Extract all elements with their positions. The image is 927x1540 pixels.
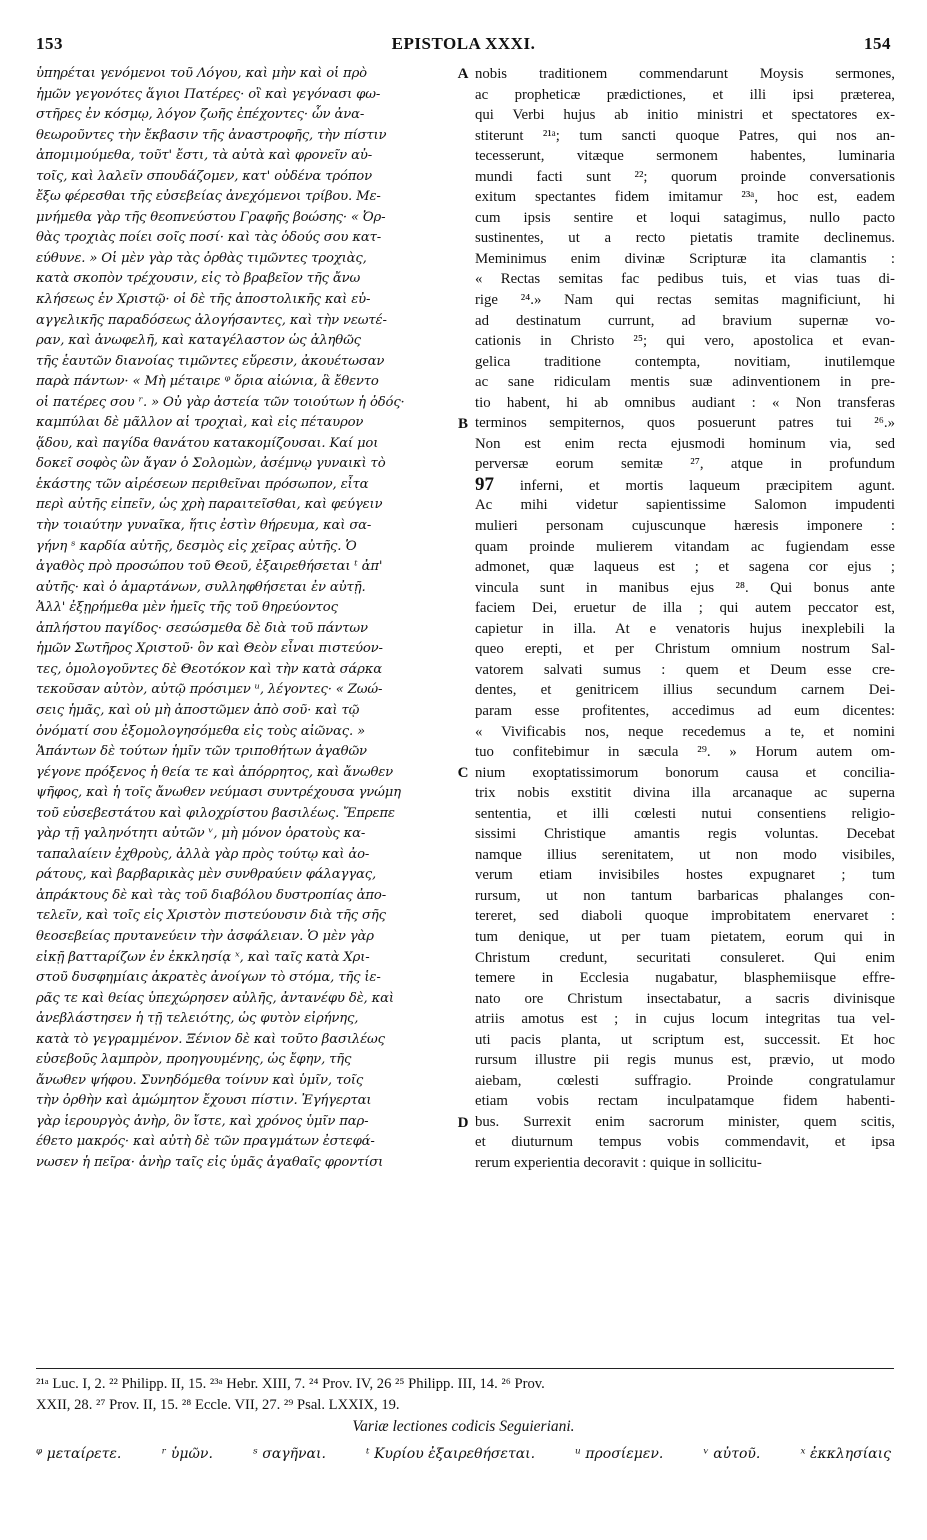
footnote-divider <box>36 1368 894 1369</box>
latin-line: Christum credunt, securitati consuleret. Qui enim <box>475 949 895 966</box>
latin-line: aiebam, cœlesti suffragio. Proinde congratulamur <box>475 1072 895 1089</box>
greek-line: ὑπηρέται γενόμενοι τοῦ Λόγου, καὶ μὴν καὶ οἱ πρὸ <box>36 66 367 81</box>
greek-line: ταπαλαίειν ἐχθροὺς, ἀλλὰ γὰρ πρὸς τούτῳ καὶ ἀο- <box>36 846 370 862</box>
margin-letter-d: D <box>457 1115 469 1131</box>
greek-line: ἡμῶν γεγονότες ἅγιοι Πατέρες· οἳ καὶ γεγόνασι φω- <box>36 86 381 102</box>
greek-line: στοῦ δυσφημίαις ἀκρατὲς ἀνοίγων τὸ στόμα, τῆς ἱε- <box>36 970 381 986</box>
column-number: 97 <box>475 474 494 495</box>
greek-line: Ἀλλ' ἐξῃρήμεθα μὲν ἡμεῖς τῆς τοῦ θηρεύοντος <box>36 600 338 616</box>
latin-line: gelica traditione contempta, novitiam, inutilemque <box>475 353 895 370</box>
greek-line: κατὰ σκοπὸν τρέχουσιν, εἰς τὸ βραβεῖον τῆς ἄνω <box>36 271 361 287</box>
latin-line: qui Verbi hujus ab initio ministri et spectatores ex- <box>475 107 895 124</box>
greek-line: γήνη ˢ καρδία αὐτῆς, δεσμὸς εἰς χεῖρας αὐτῆς. Ὁ <box>36 538 357 554</box>
latin-line: Meminimus enim divinæ Scripturæ ita clamantis : <box>475 250 895 267</box>
latin-line: stiterunt ²¹ᵃ; tum sancti quoque Patres, qui nos an- <box>475 127 895 144</box>
latin-line: rursum illustre pii regis munus est, prævio, ut modo <box>475 1052 895 1069</box>
greek-line: ραν, καὶ ἀνωφελῆ, καὶ καταγέλαστον ὡς ἀληθῶς <box>36 333 361 349</box>
latin-line: ac sane ridiculam mentis suæ adinventionem in pre- <box>475 374 895 391</box>
latin-line: rige ²⁴.» Nam qui rectas semitas magnificiunt, hi <box>475 292 895 309</box>
running-title: EPISTOLA XXXI. <box>391 34 536 53</box>
latin-line: tuo confitebimur in sæcula ²⁹. » Horum autem om- <box>475 744 895 761</box>
greek-line: ὀνόματί σου ἐξομολογησόμεθα εἰς τοὺς αἰῶνας. » <box>36 723 366 739</box>
variant-item: ᵘ προσίεμεν. <box>575 1446 664 1462</box>
margin-letter-c: C <box>457 765 469 781</box>
greek-line: εύθυνε. » Οἱ μὲν γὰρ τὰς ὀρθὰς τιμῶντες τροχιὰς, <box>36 250 367 266</box>
latin-line: namque illius serenitatem, ut non modo visibiles, <box>475 846 895 863</box>
latin-line: terminos sempiternos, quos posuerunt patres tui ²⁶.» <box>475 415 895 432</box>
latin-line: nato ore Christum insectabatur, a sacris divinisque <box>475 990 895 1007</box>
latin-line: sententia, et illi cœlesti nutui consentiens religio- <box>475 805 895 822</box>
greek-line: θεοσεβείας πρυτανεύειν τὴν ἀσφάλειαν. Ὁ μὲν γὰρ <box>36 928 374 944</box>
greek-column <box>36 64 456 1174</box>
latin-line: mulieri personam cujuscunque hæresis imponere : <box>475 518 895 535</box>
latin-line: dentes, et genitricem illius secundum carnem Dei- <box>475 682 895 699</box>
variant-item: ᵠ μεταίρετε. <box>36 1446 122 1462</box>
latin-column <box>475 64 895 1174</box>
variant-item: ʳ ὑμῶν. <box>161 1446 213 1462</box>
greek-line: περὶ αὐτῆς εἰπεῖν, ὡς χρὴ παραιτεῖσθαι, καὶ φεύγειν <box>36 497 383 513</box>
greek-line: στῆρες ἐν κόσμῳ, λόγον ζωῆς ἐπέχοντες· ὧν ἀνα- <box>36 107 365 123</box>
greek-line: ἄνωθεν ψήφου. Συνηδόμεθα τοίνυν καὶ ὑμῖν, τοῖς <box>36 1072 364 1088</box>
greek-line: παρὰ πάντων· « Μὴ μέταιρε ᵠ ὅρια αἰώνια, ἃ ἔθεντο <box>36 374 379 390</box>
greek-line: τεκοῦσαν αὐτὸν, αὐτῷ πρόσιμεν ᵘ, λέγοντες· « Ζωώ- <box>36 682 383 698</box>
variant-item: ˣ ἐκκλησίαις <box>800 1446 891 1462</box>
greek-line: δοκεῖ σοφὸς ὢν ἄγαν ὁ Σολομὼν, ἀσέμνῳ γυναικὶ τὸ <box>36 456 386 472</box>
greek-line: νωσεν ἡ πεῖρα· ἀνὴρ ταῖς εἰς ὑμᾶς ἀγαθαῖς φροντίσι <box>36 1154 384 1170</box>
latin-line: uti pacis planta, ut scriptum est, successit. Et hoc <box>475 1031 895 1048</box>
latin-line: queo erepti, et per Christum omnium nostrum Sal- <box>475 641 895 658</box>
latin-line: rerum experientia decoravit : quique in sollicitu- <box>475 1154 762 1171</box>
right-page-number: 154 <box>864 34 891 53</box>
latin-line: tum denique, ut per tuam pietatem, eorum qui in <box>475 928 895 945</box>
latin-line <box>475 475 895 496</box>
greek-line: μνήμεθα γὰρ τῆς θεοπνεύστου Γραφῆς βοώσης· « Ὀρ- <box>36 209 386 225</box>
greek-line: τοῦ εὐσεβεστάτου καὶ φιλοχρίστου βασιλέως. Ἔπρεπε <box>36 805 395 821</box>
margin-letter-b: B <box>457 416 468 432</box>
latin-line: Ac mihi videtur sapientissime Salomon impudenti <box>475 497 895 514</box>
greek-line: ἔξω φέρεσθαι τῆς εὐσεβείας ἀνεχόμενοι τρίβου. Με- <box>36 189 381 205</box>
variants-title: Variæ lectiones codicis Seguieriani. <box>352 1418 575 1435</box>
greek-line: θὰς τροχιὰς ποίει σοῖς ποσί· καὶ τὰς ὁδούς σου κατ- <box>36 230 382 246</box>
latin-line-text: inferni, et mortis laqueum præcipitem agunt. <box>519 477 895 494</box>
latin-line: sustinentes, ut a recto pietatis tramite declinemus. <box>475 230 895 247</box>
footnote-line: XXII, 28. ²⁷ Prov. II, 15. ²⁸ Eccle. VII, 27. ²⁹ Psal. LXXIX, 19. <box>36 1397 400 1413</box>
latin-line: admonet, quæ laqueus est ; et sagena cor ejus ; <box>475 559 895 576</box>
latin-line: etiam vobis rectam inculpatamque fidem habenti- <box>475 1093 895 1110</box>
greek-line: τελεῖν, καὶ τοῖς εἰς Χριστὸν πιστεύουσιν διὰ τῆς σῆς <box>36 908 386 924</box>
greek-line: ρᾶς τε καὶ θείας ὑπεχώρησεν αὐλῆς, ἀντανέφυ δὲ, καὶ <box>36 990 394 1006</box>
latin-line: ad destinatum currunt, ad bravium supernæ vo- <box>475 312 895 329</box>
greek-line: τες, ὁμολογοῦντες δὲ Θεοτόκον καὶ τὴν κατὰ σάρκα <box>36 661 383 677</box>
latin-line: temere in Ecclesia nugabatur, blasphemiisque effre- <box>475 970 895 987</box>
latin-line: trix nobis exstitit divina illa arcanaque ac superna <box>475 785 895 802</box>
greek-line: οἱ πατέρες σου ʳ. » Οὐ γὰρ ἀστεία τῶν τοιούτων ἡ ὁδός· <box>36 394 405 410</box>
variant-item: ᵛ αὐτοῦ. <box>703 1446 761 1462</box>
latin-line: rursum, ut non tantum barbaricas phalanges con- <box>475 887 895 904</box>
greek-line: τὴν ὀρθὴν καὶ ἀμώμητον ἔχουσι πίστιν. Ἐγήγερται <box>36 1093 372 1109</box>
greek-line: γέγονε πρόξενος ἡ θεία τε καὶ ἀπόρρητος, καὶ ἄνωθεν <box>36 764 394 780</box>
greek-line: ψῆφος, καὶ ἡ τοῖς ἄνωθεν νεύμασι συντρέχουσα γνώμη <box>36 785 401 801</box>
latin-line: « Vivificabis nos, neque recedemus a te, et nomini <box>475 723 895 740</box>
greek-line: γὰρ τῇ γαληνότητι αὐτῶν ᵛ, μὴ μόνον ὁρατοὺς κα- <box>36 826 366 842</box>
greek-line: ᾅδου, καὶ παγίδα θανάτου κατακομίζουσαι. Καί μοι <box>36 435 379 451</box>
footnotes <box>36 1374 894 1416</box>
greek-line: έθετο μακρός· καὶ αὐτὴ δὲ τῶν πραγμάτων ἐστεφά- <box>36 1134 375 1150</box>
greek-line: ἡμῶν Σωτῆρος Χριστοῦ· ὃν καὶ Θεὸν εἶναι πιστεύον- <box>36 641 383 657</box>
variant-item: ˢ σαγῆναι. <box>253 1446 326 1462</box>
latin-line: « Rectas semitas fac pedibus tuis, et vias tuas di- <box>475 271 895 288</box>
greek-line: κατὰ τὸ γεγραμμένον. Ξένιον δὲ καὶ τοῦτο βασιλέως <box>36 1031 385 1047</box>
greek-line: θεωροῦντες τὴν ἔκβασιν τῆς ἀναστροφῆς, τὴν πίστιν <box>36 127 387 143</box>
greek-line: γὰρ ἱερουργὸς ἀνὴρ, ὃν ἴστε, καὶ χρόνος ὑμῖν παρ- <box>36 1113 369 1129</box>
greek-line: σεις ἡμᾶς, καὶ οὐ μὴ ἀποστῶμεν ἀπὸ σοῦ· καὶ τῷ <box>36 702 360 718</box>
greek-line: τῆς ἑαυτῶν διανοίας τιμῶντες εὕρεσιν, ἀκουέτωσαν <box>36 353 385 369</box>
latin-line: ac propheticæ prædictiones, et illi ipsi præterea, <box>475 86 895 103</box>
greek-line: τοῖς, καὶ λαλεῖν σπουδάζομεν, κατ' οὐδένα τρόπον <box>36 168 372 184</box>
latin-line: perversæ eorum semitæ ²⁷, atque in profundum <box>475 456 895 473</box>
greek-line: τὴν τοιαύτην γυναῖκα, ἥτις ἐστὶν θήρευμα, καὶ σα- <box>36 518 372 534</box>
latin-line: verum etiam invisibiles hostes expugnaret ; tum <box>475 867 895 884</box>
left-page-number: 153 <box>36 34 63 53</box>
footnote-line: ²¹ᵃ Luc. I, 2. ²² Philipp. II, 15. ²³ᵃ Hebr. XIII, 7. ²⁴ Prov. IV, 26 ²⁵ Philipp. III, 14. ²⁶ Prov. <box>36 1376 545 1392</box>
latin-line: atriis amotus est ; in cujus locum integritas tua vel- <box>475 1011 895 1028</box>
latin-line: tio habent, hi ab omnibus audiant : « Non transferas <box>475 394 895 411</box>
greek-line: ράτους, καὶ βαρβαρικὰς μὲν συνθραύειν φάλαγγας, <box>36 867 377 883</box>
greek-line: ἀπράκτους δὲ καὶ τὰς τοῦ διαβόλου δυστροπίας ἀπο- <box>36 887 387 903</box>
greek-line: αγγελικῆς παραδόσεως ἀλογήσαντες, καὶ τὴν νεωτέ- <box>36 312 387 328</box>
latin-line: et diuturnum tempus vobis commendavit, et ipsa <box>475 1134 895 1151</box>
latin-line: capietur in illa. At e venatoris hujus inexplebili la <box>475 620 895 637</box>
latin-line: exitum spectantes fidem imitamur ²³ᵃ, hoc est, eadem <box>475 189 895 206</box>
latin-line: bus. Surrexit enim sacrorum minister, quem scitis, <box>475 1113 895 1130</box>
greek-line: κλήσεως ἐν Χριστῷ· οἱ δὲ τῆς ἀποστολικῆς καὶ εὐ- <box>36 292 371 308</box>
variant-readings <box>36 1446 891 1462</box>
latin-line: nium exoptatissimorum bonorum causa et concilia- <box>475 764 895 781</box>
latin-line: nobis traditionem commendarunt Moysis sermones, <box>475 66 895 82</box>
greek-line: καμπύλαι δὲ μᾶλλον αἱ τροχιαὶ, καὶ εἰς πέταυρον <box>36 415 364 431</box>
latin-line: tecesserunt, vitæque sermonem habentes, luminaria <box>475 148 895 165</box>
latin-line: tereret, sed diaboli quoque improbitatem enervaret : <box>475 908 895 925</box>
greek-line: εἰκῇ βατταρίζων ἐν ἐκκλησίᾳ ˣ, καὶ ταῖς κατὰ Χρι- <box>36 949 370 965</box>
latin-line: sissimi Christique amantis regis voluntas. Decebat <box>475 826 895 843</box>
latin-line: quam proinde mulierem vitandam ac fugiendam esse <box>475 538 895 555</box>
latin-line: cum ipsis sentire et loqui satagimus, nullo pacto <box>475 209 895 226</box>
greek-line: αὐτῆς· καὶ ὁ ἁμαρτάνων, συλληφθήσεται ἐν αὐτῇ. <box>36 579 366 595</box>
greek-line: Ἁπάντων δὲ τούτων ἡμῖν τῶν τριποθήτων ἀγαθῶν <box>36 744 367 760</box>
greek-line: ἀγαθὸς πρὸ προσώπου τοῦ Θεοῦ, ἐξαιρεθήσεται ᵗ ἀπ' <box>36 559 383 575</box>
variant-item: ᵗ Κυρίου ἐξαιρεθήσεται. <box>366 1446 536 1462</box>
page-header <box>36 34 891 58</box>
greek-line: ἀνεβλάστησεν ἡ τῇ τελειότης, ὡς φυτὸν εἰρήνης, <box>36 1011 359 1027</box>
margin-letter-a: A <box>457 66 469 82</box>
latin-line: Non est enim recta ejusmodi hominum via, sed <box>475 435 895 452</box>
latin-line: mundi facti sunt ²²; quorum proinde conversationis <box>475 168 895 185</box>
latin-line: vincula sunt in manibus ejus ²⁸. Qui bonus ante <box>475 579 895 596</box>
greek-line: ἀπλήστου παγίδος· σεσώσμεθα δὲ διὰ τοῦ πάντων <box>36 620 368 636</box>
greek-line: ἀπομιμούμεθα, τοῦτ' ἔστι, τὰ αὐτὰ καὶ φρονεῖν αὐ- <box>36 148 373 164</box>
latin-line: cationis in Christo ²⁵; qui vero, apostolica et evan- <box>475 333 895 350</box>
latin-line: vatorem salvati sumus : quem et Deum esse cre- <box>475 661 895 678</box>
latin-line: faciem Dei, eruetur de illa ; qui autem peccator est, <box>475 600 895 617</box>
greek-line: ἑκάστης τῶν αἱρέσεων περιθεῖναι πρόσωπον, εἶτα <box>36 476 369 492</box>
greek-line: εὐσεβοῦς λαμπρὸν, προηγουμένης, ὡς ἔφην, τῆς <box>36 1052 352 1068</box>
latin-line: param esse profitentes, accedimus ad eum dicentes: <box>475 702 895 719</box>
